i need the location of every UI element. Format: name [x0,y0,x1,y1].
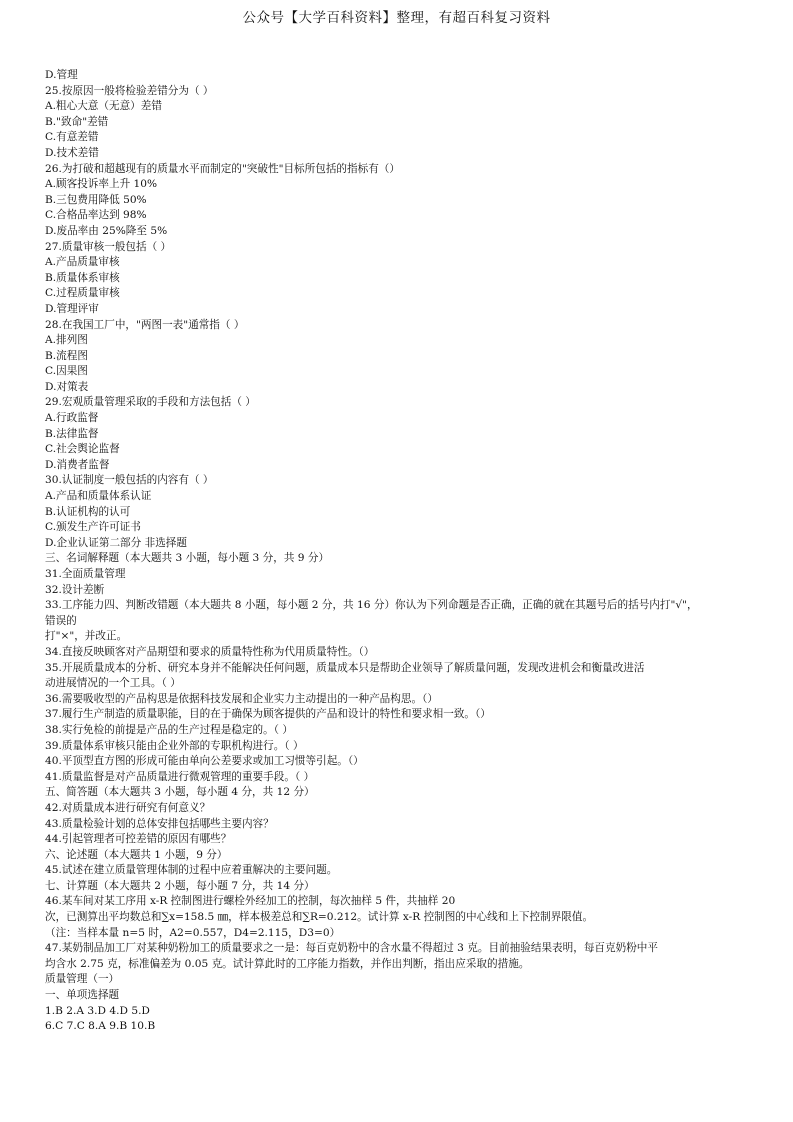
text-line: B.三包费用降低 50% [45,193,147,206]
text-line: 七、计算题（本大题共 2 小题，每小题 7 分，共 14 分） [45,879,315,892]
text-line: 43.质量检验计划的总体安排包括哪些主要内容？ [45,817,274,830]
text-line: 质量管理（一） [45,973,120,986]
text-line: 26.为打破和超越现有的质量水平而制定的"突破性"目标所包括的指标有（） [45,162,400,175]
text-line: C.过程质量审核 [45,287,120,300]
text-line: 34.直接反映顾客对产品期望和要求的质量特性称为代用质量特性。（） [45,645,375,658]
text-line: C.合格品率达到 98% [45,209,147,222]
text-line: 25.按原因一般将检验差错分为（ ） [45,84,214,97]
text-line: B."致命"差错 [45,115,109,128]
text-line: A.行政监督 [45,412,99,425]
text-line: 一、单项选择题 [45,989,120,1002]
text-line: 30.认证制度一般包括的内容有（ ） [45,474,214,487]
text-line: 32.设计差断 [45,583,105,596]
document-body [45,68,757,1035]
text-line: 1.B 2.A 3.D 4.D 5.D [45,1004,150,1017]
text-line: B.质量体系审核 [45,271,120,284]
text-line: A.顾客投诉率上升 10% [45,178,158,191]
text-line: C.有意差错 [45,131,99,144]
text-line: 40.平顶型直方图的形成可能由单向公差要求或加工习惯等引起。（） [45,755,364,768]
text-line: 27.质量审核一般包括（ ） [45,240,172,253]
text-line: A.排列图 [45,334,88,347]
text-line: 28.在我国工厂中，"两图一表"通常指（ ） [45,318,245,331]
text-line: 6.C 7.C 8.A 9.B 10.B [45,1020,156,1033]
text-line: 39.质量体系审核只能由企业外部的专职机构进行。（ ） [45,739,304,752]
text-line: 次，已测算出平均数总和∑x=158.5 ㎜，样本极差总和∑R=0.212。试计算 x-R 控制图的中心线和上下控制界限值。 [45,911,594,924]
text-line: 38.实行免检的前提是产品的生产过程是稳定的。（ ） [45,723,293,736]
page-header: 公众号【大学百科资料】整理，有超百科复习资料 [242,10,551,26]
text-line: 错误的 [45,614,77,627]
text-line: 31.全面质量管理 [45,568,126,580]
text-line: 44.引起管理者可控差错的原因有哪些？ [45,833,232,846]
text-line: D.管理 [45,69,78,81]
text-line: B.认证机构的认可 [45,505,131,518]
text-line: B.流程图 [45,349,88,362]
text-line: D.消费者监督 [45,458,110,471]
text-line: D.企业认证第二部分 非选择题 [45,536,187,549]
text-line: C.因果图 [45,365,88,378]
text-line: A.产品和质量体系认证 [45,490,152,503]
text-line: 均含水 2.75 克，标准偏差为 0.05 克。试计算此时的工序能力指数，并作出判断，指出应采取的措施。 [45,957,530,970]
text-line: 42.对质量成本进行研究有何意义？ [45,801,211,814]
text-line: （注：当样本量 n=5 时，A2=0.557，D4=2.115，D3=0） [45,926,341,939]
text-line: 45.试述在建立质量管理体制的过程中应着重解决的主要问题。 [45,864,338,877]
text-line: 36.需要吸收型的产品构思是依据科技发展和企业实力主动提出的一种产品构思。（） [45,692,438,705]
text-line: 37.履行生产制造的质量职能，目的在于确保为顾客提供的产品和设计的特性和要求相一致。（） [45,708,491,721]
text-line: A.产品质量审核 [45,256,120,269]
text-line: D.废品率由 25%降至 5% [45,224,168,237]
text-line: 29.宏观质量管理采取的手段和方法包括（ ） [45,396,256,409]
text-line: 六、论述题（本大题共 1 小题，9 分） [45,848,228,861]
text-line: C.颁发生产许可证书 [45,521,141,534]
text-line: D.对策表 [45,380,89,393]
text-line: 35.开展质量成本的分析、研究本身并不能解决任何问题，质量成本只是帮助企业领导了解质量问题，发现改进机会和衡量改进活 [45,661,645,674]
text-line: D.管理评审 [45,302,99,315]
text-line: 三、名词解释题（本大题共 3 小题，每小题 3 分，共 9 分） [45,552,330,565]
text-line: A.粗心大意（无意）差错 [45,100,162,113]
text-line: C.社会舆论监督 [45,443,120,456]
text-line: 46.某车间对某工序用 x-R 控制图进行螺栓外经加工的控制，每次抽样 5 件，共抽样 20 [45,895,456,908]
text-line: 33.工序能力四、判断改错题（本大题共 8 小题，每小题 2 分，共 16 分）你认为下列命题是否正确，正确的就在其题号后的括号内打"√"， [45,599,698,612]
text-line: 动进展情况的一个工具。（ ） [45,677,181,690]
text-line: 打"×"，并改正。 [45,630,128,643]
text-line: 47.某奶制品加工厂对某种奶粉加工的质量要求之一是：每百克奶粉中的含水量不得超过 3 克。目前抽验结果表明，每百克奶粉中平 [45,942,658,955]
text-line: B.法律监督 [45,427,99,440]
text-line: 五、简答题（本大题共 3 小题，每小题 4 分，共 12 分） [45,786,315,799]
text-line: D.技术差错 [45,146,99,159]
text-line: 41.质量监督是对产品质量进行微观管理的重要手段。（ ） [45,770,315,783]
